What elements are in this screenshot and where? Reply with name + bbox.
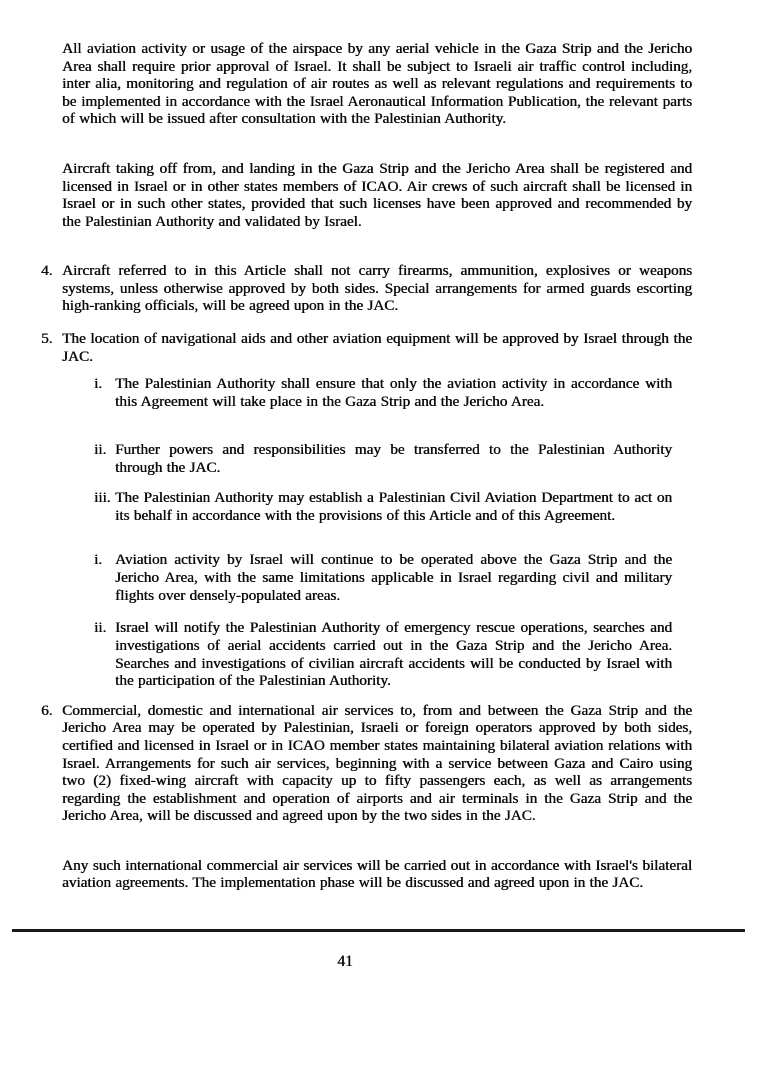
item-6-text: Commercial, domestic and international air services to, from and between the Gaza Strip and the Jericho Area may be operated by Palestinian, Israeli or foreign operators approved by both sides, certified and licensed in Israel or in ICAO member states maintaining bilateral aviation relations with Israel. Arrangements for such air services, beginning with a service between Gaza and Cairo using two (2) fixed-wing aircraft with capacity up to fifty passengers each, as well as arrangements regarding the establishment and operation of airports and air terminals in the Gaza Strip and the Jericho Area, will be discussed and agreed upon by the two sides in the JAC. [62,701,692,825]
sub-item-a-iii [94,489,672,542]
footer-divider-rule [12,929,745,932]
sub-item-a-iii-text: The Palestinian Authority may establish a Palestinian Civil Aviation Department to act on its behalf in accordance with the provisions of this Article and of this Agreement. [115,489,672,524]
item-4-number: 4. [41,262,53,279]
page-number: 41 [337,952,353,970]
item-5-number: 5. [41,330,53,347]
sub-item-b-i-numeral: i. [94,551,103,569]
item-4-text: Aircraft referred to in this Article shall not carry firearms, ammunition, explosives or weapons systems, unless otherwise approved by both sides. Special arrangements for armed guards escorting high-ranking officials, will be agreed upon in the JAC. [62,262,692,315]
paragraph-bilateral-agreements: Any such international commercial air services will be carried out in accordance with Israel's bilateral aviation agreements. The implementation phase will be discussed and agreed upon in the JAC. [62,856,692,892]
paragraph-aircraft-registration: Aircraft taking off from, and landing in the Gaza Strip and the Jericho Area shall be registered and licensed in Israel or in other states members of ICAO. Air crews of such aircraft shall be licensed in Israel or in such other states, provided that such licenses have been approved and recommended by the Palestinian Authority and validated by Israel. [62,160,692,230]
sub-item-a-ii-numeral: ii. [94,441,107,459]
sub-item-b-ii [94,619,672,689]
numbered-item-4 [41,262,692,315]
sub-item-a-i-numeral: i. [94,375,103,393]
sub-item-a-i-text: The Palestinian Authority shall ensure that only the aviation activity in accordance with this Agreement will take place in the Gaza Strip and the Jericho Area. [115,375,672,410]
sub-item-a-i [94,375,672,428]
sub-item-a-iii-numeral: iii. [94,489,111,507]
numbered-item-6 [41,702,692,843]
numbered-item-5 [41,330,692,365]
sub-item-a-ii-text: Further powers and responsibilities may be transferred to the Palestinian Authority through the JAC. [115,441,672,476]
sub-item-b-i [94,551,672,604]
item-5-text: The location of navigational aids and other aviation equipment will be approved by Israel through the JAC. [62,330,692,365]
sub-item-b-ii-text: Israel will notify the Palestinian Authority of emergency rescue operations, searches and investigations of aerial accidents carried out in the Gaza Strip and the Jericho Area. Searches and investigations of civilian aircraft accidents will be conducted by Israel with the participation of the Palestinian Authority. [115,619,672,690]
paragraph-airspace-approval: All aviation activity or usage of the airspace by any aerial vehicle in the Gaza Strip and the Jericho Area shall require prior approval of Israel. It shall be subject to Israeli air traffic control including, inter alia, monitoring and regulation of air routes as well as relevant regulations and requirements to be implemented in accordance with the Israel Aeronautical Information Publication, the relevant parts of which will be issued after consultation with the Palestinian Authority. [62,40,692,128]
sub-item-b-i-text: Aviation activity by Israel will continue to be operated above the Gaza Strip and the Jericho Area, with the same limitations applicable in Israel regarding civil and military flights over densely-populated areas. [115,551,672,604]
item-6-number: 6. [41,701,53,719]
sub-item-b-ii-numeral: ii. [94,619,107,637]
sub-item-a-ii [94,441,672,476]
